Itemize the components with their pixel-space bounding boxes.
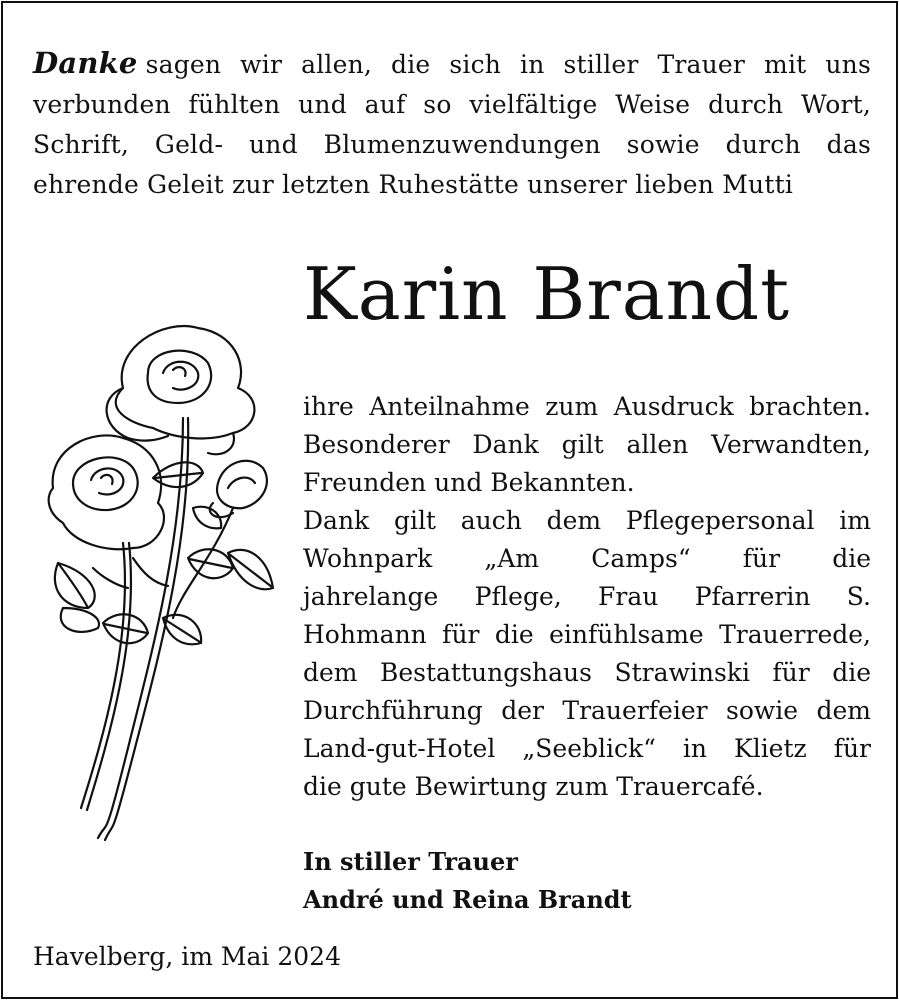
body-line: ihre Anteilnahme zum Ausdruck brachten. <box>303 392 871 421</box>
place-date: Havelberg, im Mai 2024 <box>33 942 341 971</box>
body-line: Freunden und Bekannten. <box>303 468 635 497</box>
body-line: Wohnpark „Am Camps“ für die <box>303 544 871 573</box>
danke-lead-word: Danke <box>33 46 138 80</box>
body-line: Durchführung der Trauerfeier sowie dem <box>303 696 871 725</box>
intro-line: ehrende Geleit zur letzten Ruhestätte unserer lieben Mutti <box>33 170 794 199</box>
intro-line: Danke sagen wir allen, die sich in stiller Trauer mit uns <box>33 46 871 80</box>
deceased-name: Karin Brandt <box>303 252 791 336</box>
body-line: die gute Bewirtung zum Trauercafé. <box>303 772 764 801</box>
intro-line: Schrift, Geld- und Blumenzuwendungen sowie durch das <box>33 130 871 159</box>
body-line: dem Bestattungshaus Strawinski für die <box>303 658 871 687</box>
intro-paragraph <box>33 43 871 205</box>
obituary-thank-you-notice <box>1 1 898 999</box>
signature-block <box>303 843 632 919</box>
body-line: Hohmann für die einfühlsame Trauerrede, <box>303 620 871 649</box>
intro-line: verbunden fühlten und auf so vielfältige Weise durch Wort, <box>33 90 871 119</box>
body-line: Dank gilt auch dem Pflegepersonal im <box>303 506 871 535</box>
thanks-body <box>303 388 871 806</box>
signature-line: In stiller Trauer <box>303 847 518 876</box>
body-line: Besonderer Dank gilt allen Verwandten, <box>303 430 871 459</box>
signature-names: André und Reina Brandt <box>303 885 632 914</box>
body-line: Land-gut-Hotel „Seeblick“ in Klietz für <box>303 734 871 763</box>
body-line: jahrelange Pflege, Frau Pfarrerin S. <box>303 582 871 611</box>
rose-illustration-icon <box>33 318 283 848</box>
